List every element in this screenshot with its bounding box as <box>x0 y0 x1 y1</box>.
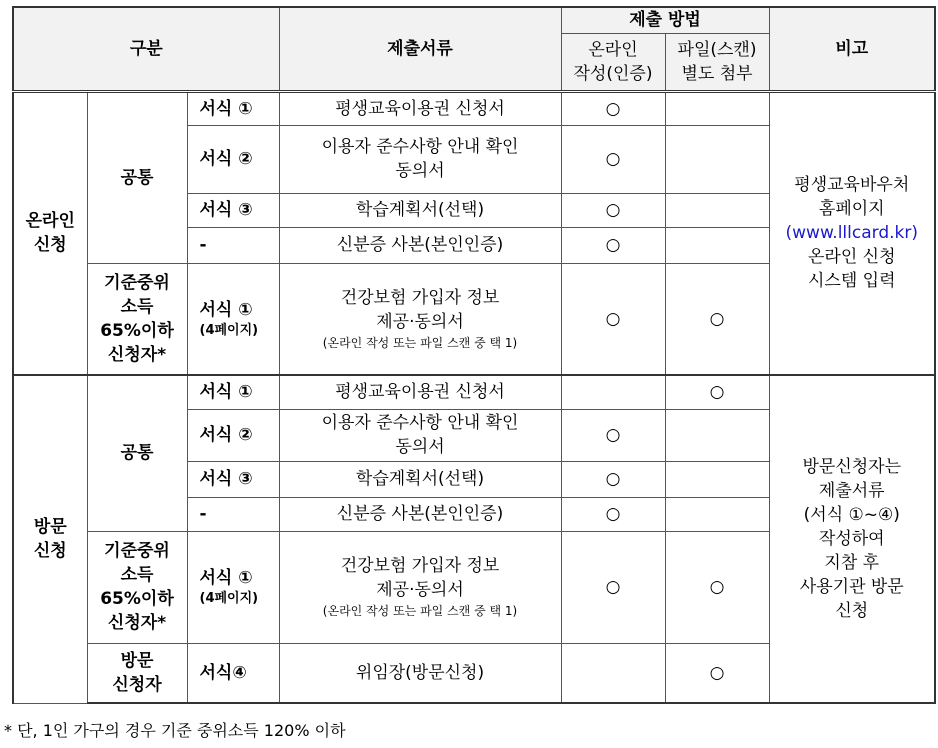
visitor-label: 방문 신청자 <box>87 643 187 703</box>
header-documents: 제출서류 <box>279 7 561 91</box>
online-group-label: 온라인 신청 <box>13 91 87 375</box>
online-row-1-online: ○ <box>561 91 665 125</box>
visit-group-label: 방문 신청 <box>13 375 87 703</box>
visit-row-2-doc: 이용자 준수사항 안내 확인 동의서 <box>279 409 561 461</box>
visitor-file: ○ <box>665 643 769 703</box>
visit-remark-line-3: (서식 ①~④) <box>803 505 900 525</box>
online-row-4-file <box>665 227 769 263</box>
visit-remark-line-4: 작성하여 <box>818 529 885 549</box>
visit-row-1-file: ○ <box>665 375 769 409</box>
visit-income-form <box>187 531 279 643</box>
online-remark-line-1: 평생교육바우처 <box>794 175 910 196</box>
visit-income-label: 기준중위 소득 65%이하 신청자* <box>87 531 187 643</box>
visit-row-3-file <box>665 461 769 497</box>
online-row-2-doc: 이용자 준수사항 안내 확인 동의서 <box>279 125 561 193</box>
visit-row-3-form: 서식 ③ <box>187 461 279 497</box>
online-row-4-doc: 신분증 사본(본인인증) <box>279 227 561 263</box>
online-row-3-doc: 학습계획서(선택) <box>279 193 561 227</box>
online-row-1-file <box>665 91 769 125</box>
submission-table <box>12 6 936 704</box>
visit-remark-line-5: 지참 후 <box>824 553 880 573</box>
online-remark <box>769 91 935 375</box>
header-category: 구분 <box>13 7 279 91</box>
online-income-online: ○ <box>561 263 665 375</box>
online-income-doc-sub: (온라인 작성 또는 파일 스캔 중 택 1) <box>322 335 518 350</box>
visit-row-4-online: ○ <box>561 497 665 531</box>
footnote: * 단, 1인 가구의 경우 기준 중위소득 120% 이하 <box>4 721 346 740</box>
visit-income-doc-label: 건강보험 가입자 정보 제공·동의서 <box>340 556 500 600</box>
online-income-label: 기준중위 소득 65%이하 신청자* <box>87 263 187 375</box>
visit-income-form-label: 서식 ① <box>199 568 253 588</box>
visit-row-2-file <box>665 409 769 461</box>
online-row-3-form: 서식 ③ <box>187 193 279 227</box>
online-remark-line-3: 온라인 신청 <box>808 247 896 268</box>
visit-remark-line-1: 방문신청자는 <box>802 457 902 477</box>
header-file-column: 파일(스캔) 별도 첨부 <box>665 33 769 91</box>
visit-remark-line-2: 제출서류 <box>818 481 885 501</box>
visit-remark <box>769 375 935 703</box>
online-row-2-form: 서식 ② <box>187 125 279 193</box>
visit-row-1-online <box>561 375 665 409</box>
visitor-form: 서식④ <box>187 643 279 703</box>
visit-income-form-sub: (4페이지) <box>199 591 259 606</box>
online-row-3-online: ○ <box>561 193 665 227</box>
visit-row-3-online: ○ <box>561 461 665 497</box>
visit-income-online: ○ <box>561 531 665 643</box>
visit-income-doc <box>279 531 561 643</box>
online-common-label: 공통 <box>87 91 187 263</box>
online-row-4-form: - <box>187 227 279 263</box>
online-row-2-online: ○ <box>561 125 665 193</box>
online-row-2-file <box>665 125 769 193</box>
online-income-file: ○ <box>665 263 769 375</box>
visit-row-2-form: 서식 ② <box>187 409 279 461</box>
visit-common-label: 공통 <box>87 375 187 531</box>
header-remarks: 비고 <box>769 7 935 91</box>
online-remark-line-4: 시스템 입력 <box>808 271 896 292</box>
visit-income-file: ○ <box>665 531 769 643</box>
online-income-form-sub: (4페이지) <box>199 322 259 338</box>
visit-row-4-form: - <box>187 497 279 531</box>
online-row-1-form: 서식 ① <box>187 91 279 125</box>
visit-income-doc-sub: (온라인 작성 또는 파일 스캔 중 택 1) <box>322 604 518 618</box>
online-remark-line-2: 홈페이지 <box>818 199 885 220</box>
header-method: 제출 방법 <box>561 7 769 33</box>
visit-remark-line-6: 사용기관 방문 <box>799 577 904 597</box>
online-income-doc <box>279 263 561 375</box>
header-online-column: 온라인 작성(인증) <box>561 33 665 91</box>
online-remark-link: (www.lllcard.kr) <box>785 223 918 244</box>
online-income-form-label: 서식 ① <box>199 299 253 320</box>
visit-row-4-file <box>665 497 769 531</box>
visit-row-3-doc: 학습계획서(선택) <box>279 461 561 497</box>
visit-remark-line-7: 신청 <box>835 601 869 621</box>
online-income-form <box>187 263 279 375</box>
visit-row-1-form: 서식 ① <box>187 375 279 409</box>
online-row-4-online: ○ <box>561 227 665 263</box>
visitor-doc: 위임장(방문신청) <box>279 643 561 703</box>
online-income-doc-label: 건강보험 가입자 정보 제공·동의서 <box>340 287 500 332</box>
online-row-1-doc: 평생교육이용권 신청서 <box>279 91 561 125</box>
visitor-online <box>561 643 665 703</box>
visit-row-4-doc: 신분증 사본(본인인증) <box>279 497 561 531</box>
online-row-3-file <box>665 193 769 227</box>
visit-row-2-online: ○ <box>561 409 665 461</box>
visit-row-1-doc: 평생교육이용권 신청서 <box>279 375 561 409</box>
